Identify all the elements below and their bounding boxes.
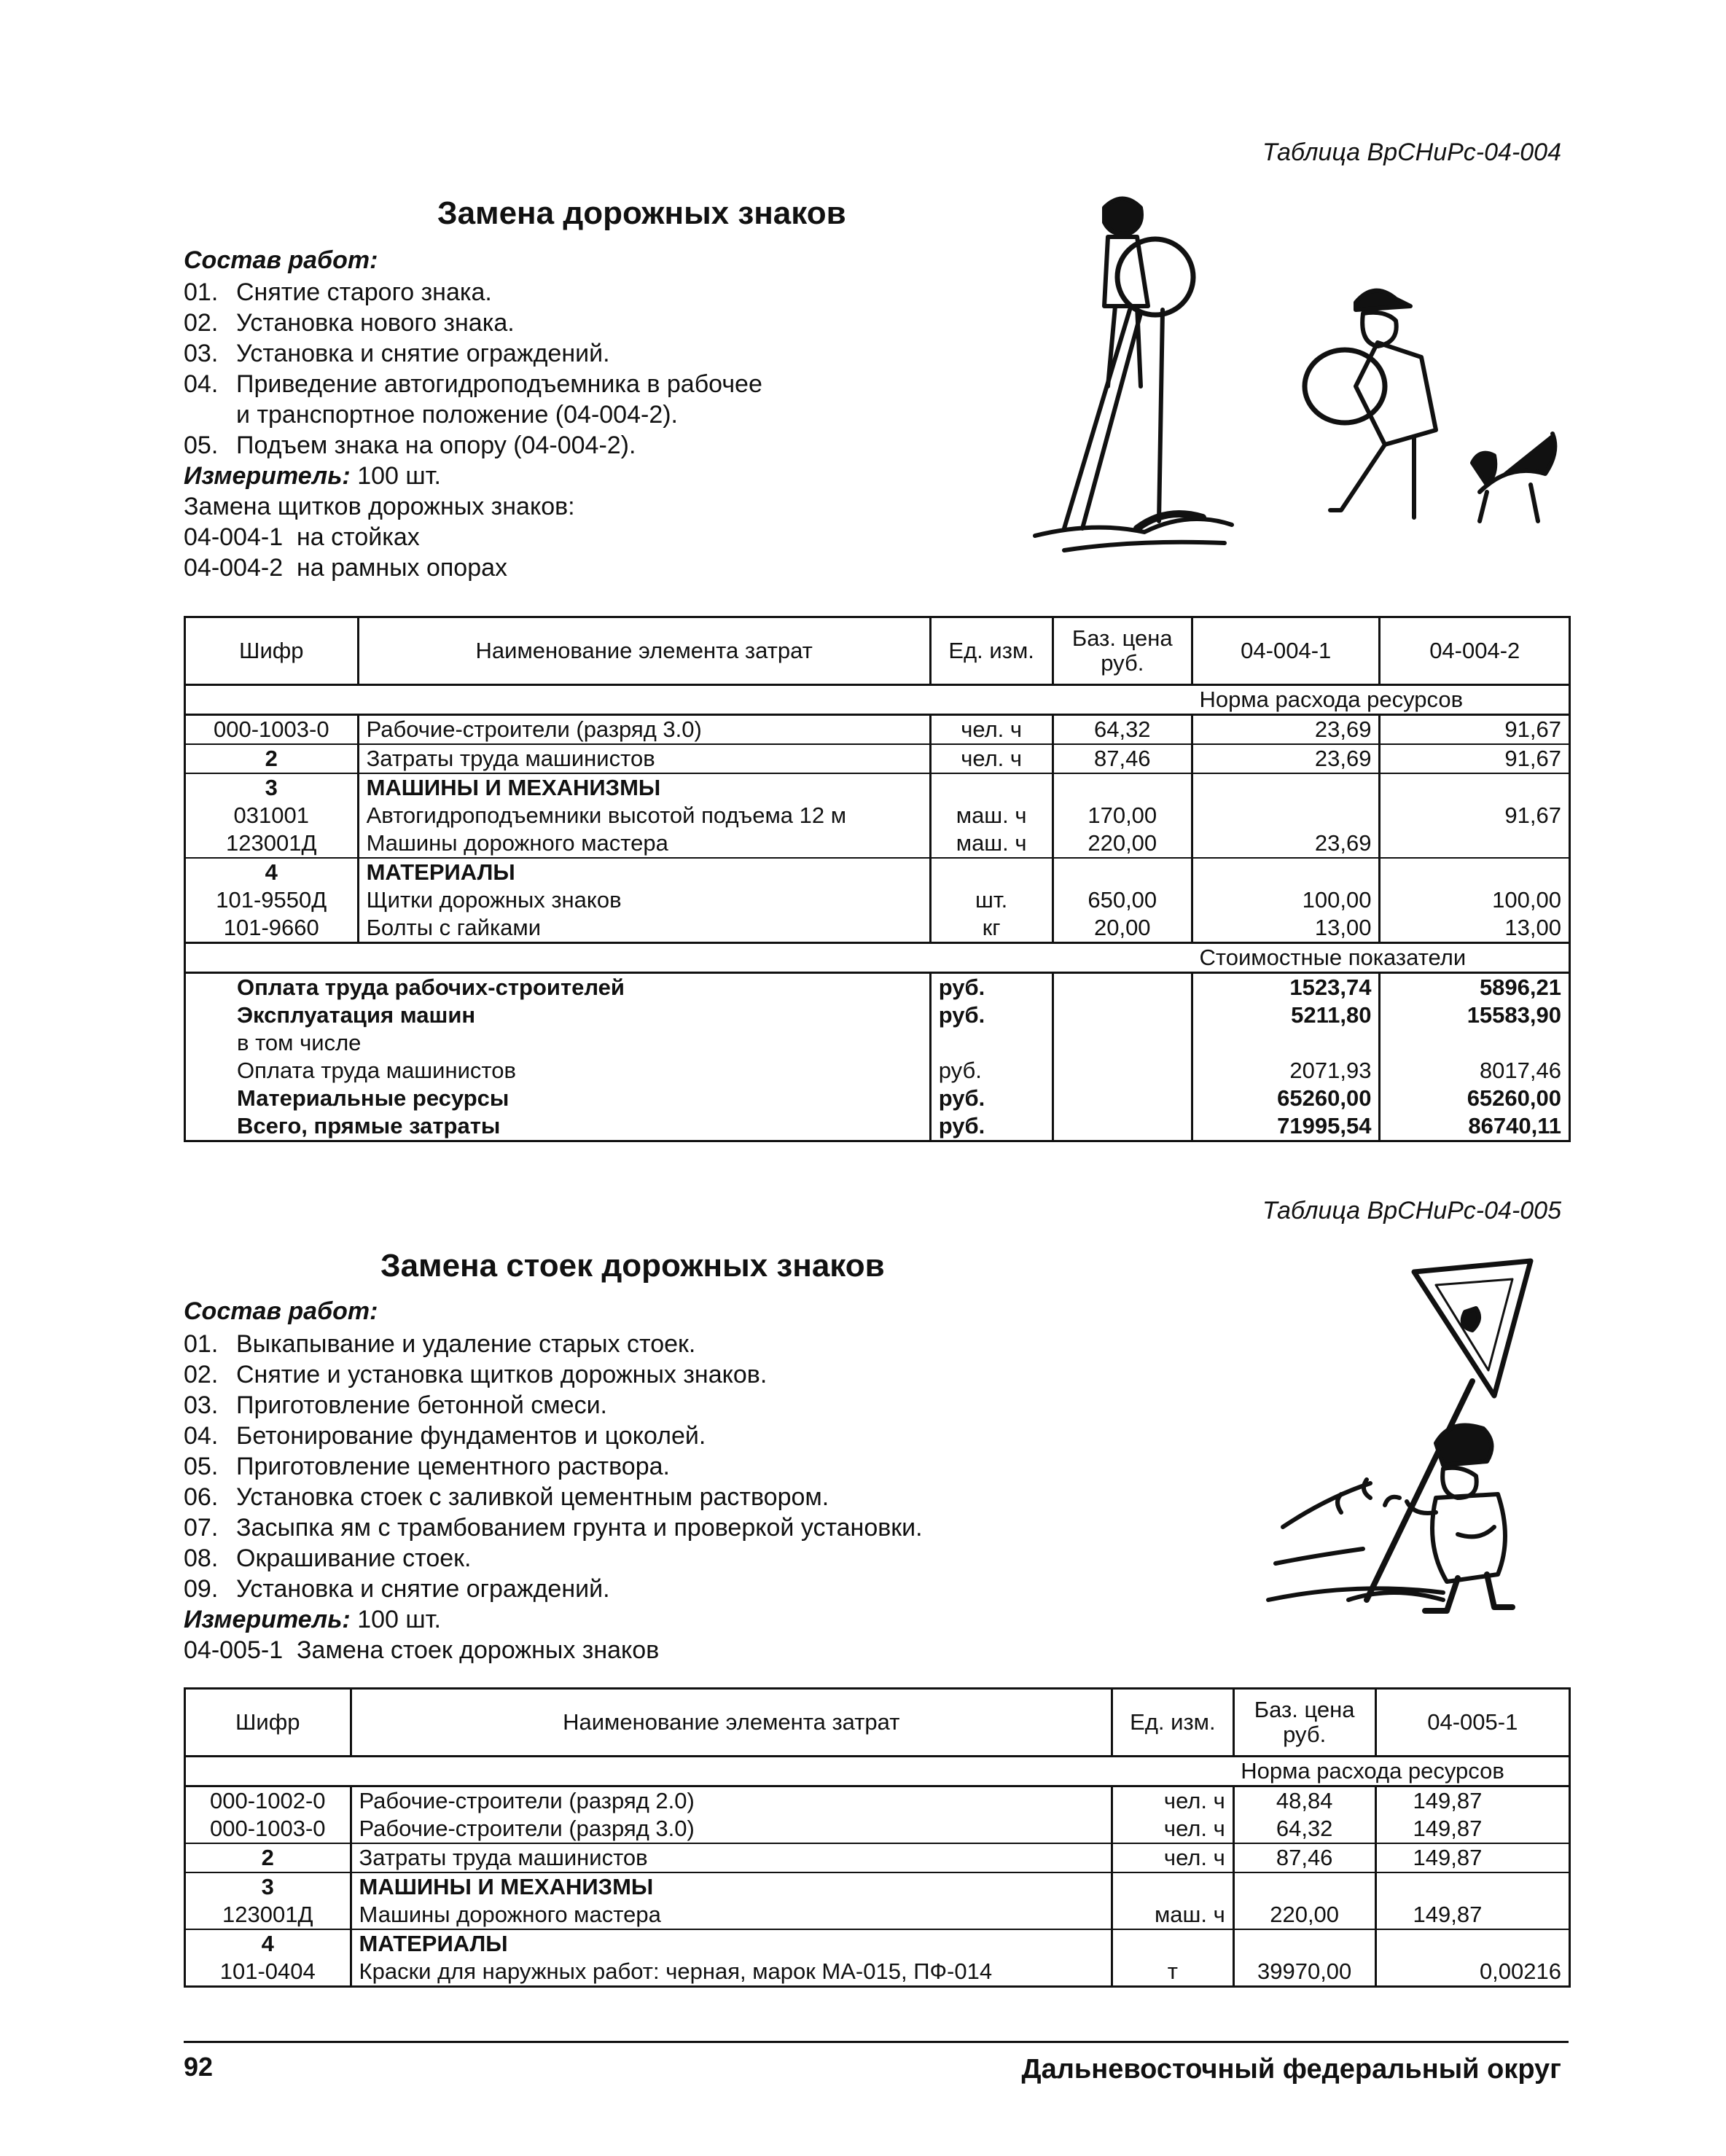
work-item: 06. Установка стоек с заливкой цементным раствором. <box>184 1483 829 1511</box>
header-col1: 04-005-1 <box>1375 1689 1569 1757</box>
section-title-2: Замена стоек дорожных знаков <box>380 1248 885 1284</box>
cost-table-2 <box>184 1687 1571 1988</box>
header-name: Наименование элемента затрат <box>358 617 930 685</box>
table-caption-2: Таблица ВрСНиРс-04-005 <box>1262 1197 1561 1225</box>
table-row: 101-9550Д Щитки дорожных знаков шт. 650,00 100,00 100,00 <box>185 886 1570 914</box>
cost-row: Оплата труда машинистов руб. 2071,93 8017,46 <box>185 1057 1570 1085</box>
header-code: Шифр <box>185 1689 351 1757</box>
work-item: 07. Засыпка ям с трамбованием грунта и проверкой установки. <box>184 1514 923 1542</box>
work-item: 09. Установка и снятие ограждений. <box>184 1575 610 1603</box>
cost-row: Оплата труда рабочих-строителей руб. 1523,74 5896,21 <box>185 973 1570 1002</box>
work-item: 02. Установка нового знака. <box>184 309 515 337</box>
table-header <box>185 617 1570 685</box>
table-row: 000-1003-0 Рабочие-строители (разряд 3.0) чел. ч 64,32 149,87 <box>185 1815 1570 1843</box>
table-row: 3 МАШИНЫ И МЕХАНИЗМЫ <box>185 1872 1570 1901</box>
footer-region: Дальневосточный федеральный округ <box>1021 2054 1561 2085</box>
work-item: 01. Снятие старого знака. <box>184 278 492 306</box>
work-heading-1: Состав работ: <box>184 246 378 274</box>
table-header <box>185 1689 1570 1757</box>
work-item: 03. Приготовление бетонной смеси. <box>184 1391 608 1419</box>
cost-table-1 <box>184 616 1571 1142</box>
header-col1: 04-004-1 <box>1192 617 1380 685</box>
table-row: 101-9660 Болты с гайками кг 20,00 13,00 13,00 <box>185 914 1570 943</box>
work-item: и транспортное положение (04-004-2). <box>236 401 678 429</box>
section-title-1: Замена дорожных знаков <box>437 195 846 231</box>
header-unit: Ед. изм. <box>1112 1689 1234 1757</box>
header-unit: Ед. изм. <box>930 617 1053 685</box>
work-list-1 <box>184 277 762 583</box>
work-heading-2: Состав работ: <box>184 1297 378 1325</box>
illustration-workers-icon <box>1020 186 1589 558</box>
description: Замена щитков дорожных знаков: <box>184 493 575 520</box>
work-list-2 <box>184 1329 923 1665</box>
table-row: 4 МАТЕРИАЛЫ <box>185 1929 1570 1958</box>
work-item: 04. Приведение автогидроподъемника в рабочее <box>184 370 762 398</box>
work-item: 04. Бетонирование фундаментов и цоколей. <box>184 1422 706 1450</box>
cost-row: Материальные ресурсы руб. 65260,00 65260,00 <box>185 1085 1570 1112</box>
work-item: 03. Установка и снятие ограждений. <box>184 340 610 367</box>
table-row: 2 Затраты труда машинистов чел. ч 87,46 149,87 <box>185 1843 1570 1872</box>
table-row: 123001Д Машины дорожного мастера маш. ч 220,00 149,87 <box>185 1901 1570 1929</box>
work-item: 05. Приготовление цементного раствора. <box>184 1453 670 1480</box>
measure-line: Измеритель: 100 шт. <box>184 462 441 490</box>
norm-row: Норма расхода ресурсов <box>185 1757 1570 1786</box>
header-code: Шифр <box>185 617 359 685</box>
work-item: 05. Подъем знака на опору (04-004-2). <box>184 431 636 459</box>
work-item: 08. Окрашивание стоек. <box>184 1544 472 1572</box>
work-item: 02. Снятие и установка щитков дорожных знаков. <box>184 1361 768 1388</box>
header-name: Наименование элемента затрат <box>351 1689 1112 1757</box>
table-row: 031001 Автогидроподъемники высотой подъема 12 м маш. ч 170,00 91,67 <box>185 802 1570 829</box>
norm-row: Норма расхода ресурсов <box>185 685 1570 715</box>
illustration-sign-worker-icon <box>1261 1257 1567 1622</box>
table-row: 3 МАШИНЫ И МЕХАНИЗМЫ <box>185 773 1570 802</box>
table-row: 4 МАТЕРИАЛЫ <box>185 858 1570 886</box>
table-row: 123001Д Машины дорожного мастера маш. ч 220,00 23,69 <box>185 829 1570 858</box>
header-price: Баз. цена руб. <box>1233 1689 1375 1757</box>
header-price: Баз. цена руб. <box>1053 617 1192 685</box>
cost-row: Эксплуатация машин руб. 5211,80 15583,90 <box>185 1001 1570 1029</box>
page-number: 92 <box>184 2052 214 2082</box>
table-caption-1: Таблица ВрСНиРс-04-004 <box>1262 138 1561 166</box>
table-row: 000-1002-0 Рабочие-строители (разряд 2.0) чел. ч 48,84 149,87 <box>185 1786 1570 1816</box>
cost-row: в том числе <box>185 1029 1570 1057</box>
cost-row: Всего, прямые затраты руб. 71995,54 86740,11 <box>185 1112 1570 1141</box>
cost-label-row: Стоимостные показатели <box>185 943 1570 973</box>
header-col2: 04-004-2 <box>1380 617 1570 685</box>
footer-divider <box>184 2041 1569 2043</box>
table-row: 2 Затраты труда машинистов чел. ч 87,46 23,69 91,67 <box>185 744 1570 773</box>
work-item: 01. Выкапывание и удаление старых стоек. <box>184 1330 696 1358</box>
table-row: 101-0404 Краски для наружных работ: черная, марок МА-015, ПФ-014 т 39970,00 0,00216 <box>185 1958 1570 1987</box>
table-row: 000-1003-0 Рабочие-строители (разряд 3.0) чел. ч 64,32 23,69 91,67 <box>185 715 1570 745</box>
code-line: 04-004-2 на рамных опорах <box>184 554 508 582</box>
code-line: 04-004-1 на стойках <box>184 523 420 551</box>
measure-line: Измеритель: 100 шт. <box>184 1606 441 1633</box>
code-line: 04-005-1 Замена стоек дорожных знаков <box>184 1636 660 1664</box>
